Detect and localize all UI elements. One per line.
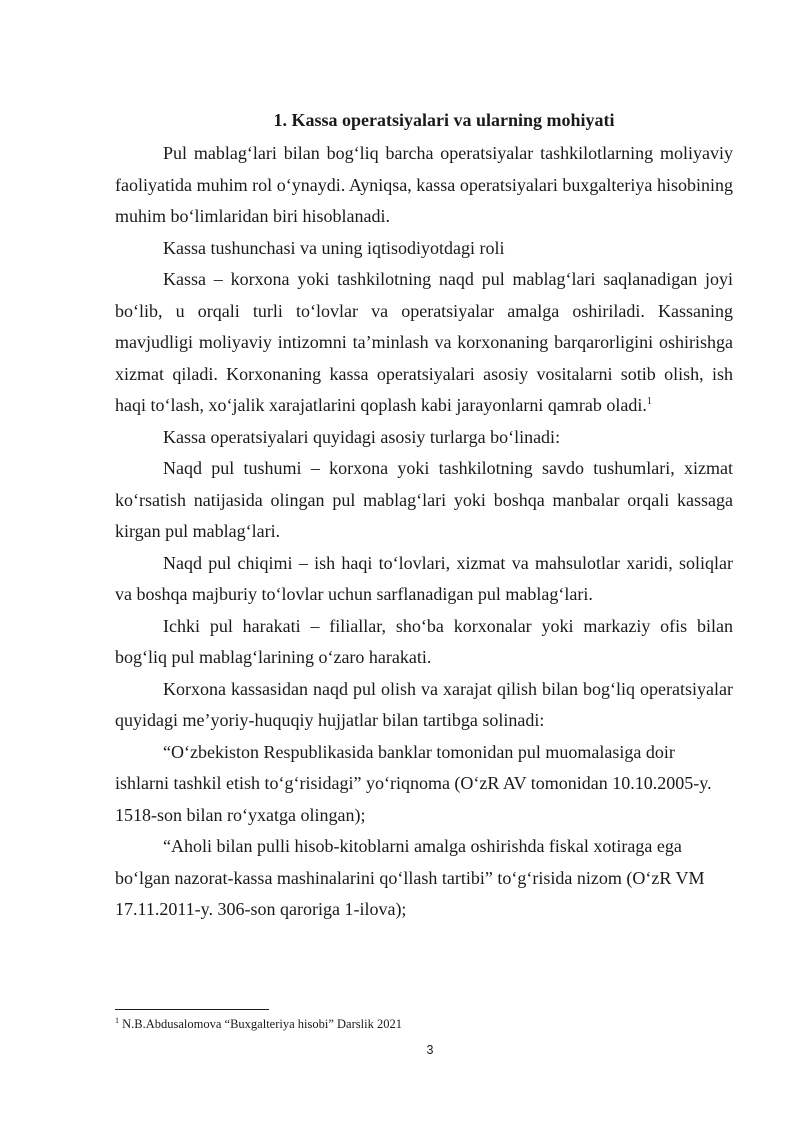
footnote-separator [115, 1009, 269, 1010]
paragraph-cash-outflow: Naqd pul chiqimi – ish haqi to‘lovlari, xizmat va mahsulotlar xaridi, soliqlar va boshqa majburiy to‘lovlar uchun sarflanadigan pul mablag‘lari. [115, 552, 733, 604]
section-title: 1. Kassa operatsiyalari va ularning mohiyati [273, 110, 615, 130]
paragraph-intro: Pul mablag‘lari bilan bog‘liq barcha operatsiyalar tashkilotlarning moliyaviy faoliyatida muhim rol o‘ynaydi. Ayniqsa, kassa operatsiyalari buxgalteriya hisobining muhim bo‘limlaridan biri hisoblanadi. [115, 143, 733, 226]
paragraph-kassa-definition [115, 264, 733, 422]
footnote-mark: 1 [115, 1015, 119, 1025]
footnote [115, 1016, 402, 1032]
footnote-text: N.B.Abdusalomova “Buxgalteriya hisobi” Darslik 2021 [119, 1017, 402, 1031]
paragraph-types-intro: Kassa operatsiyalari quyidagi asosiy turlarga bo‘linadi: [163, 426, 561, 447]
paragraph-subheading: Kassa tushunchasi va uning iqtisodiyotdagi roli [163, 237, 505, 258]
paragraph-regulation-1: “O‘zbekiston Respublikasida banklar tomonidan pul muomalasiga doir ishlarni tashkil etish to‘g‘risidagi” yo‘riqnoma (O‘zR AV tomonidan 10.10.2005-y. 1518-son bilan ro‘yxatga olingan); [115, 741, 712, 825]
footnote-reference: 1 [646, 396, 652, 407]
paragraph-internal-movement: Ichki pul harakati – filiallar, sho‘ba korxonalar yoki markaziy ofis bilan bog‘liq pul mablag‘larining o‘zaro harakati. [115, 615, 733, 667]
page-number: 3 [426, 1043, 434, 1057]
paragraph-regulation-intro: Korxona kassasidan naqd pul olish va xarajat qilish bilan bog‘liq operatsiyalar quyidagi me’yoriy-huquqiy hujjatlar bilan tartibga solinadi: [115, 678, 733, 730]
paragraph-cash-inflow: Naqd pul tushumi – korxona yoki tashkilotning savdo tushumlari, xizmat ko‘rsatish natijasida olingan pul mablag‘lari yoki boshqa manbalar orqali kassaga kirgan pul mablag‘lari. [115, 458, 733, 541]
paragraph-kassa-definition-text: Kassa – korxona yoki tashkilotning naqd pul mablag‘lari saqlanadigan joyi bo‘lib, u orqali turli to‘lovlar va operatsiyalar amalga oshiriladi. Kassaning mavjudligi moliyaviy intizomni ta’minlash va korxonaning barqarorligini oshirishga xizmat qiladi. Korxonaning kassa operatsiyalari asosiy vositalarni sotib olish, ish haqi to‘lash, xo‘jalik xarajatlarini qoplash kabi jarayonlarni qamrab oladi. [115, 269, 733, 415]
paragraph-regulation-2: “Aholi bilan pulli hisob-kitoblarni amalga oshirishda fiskal xotiraga ega bo‘lgan nazorat-kassa mashinalarini qo‘llash tartibi” to‘g‘risida nizom (O‘zR VM 17.11.2011-y. 306-son qaroriga 1-ilova); [115, 836, 705, 919]
page-content [115, 104, 733, 926]
